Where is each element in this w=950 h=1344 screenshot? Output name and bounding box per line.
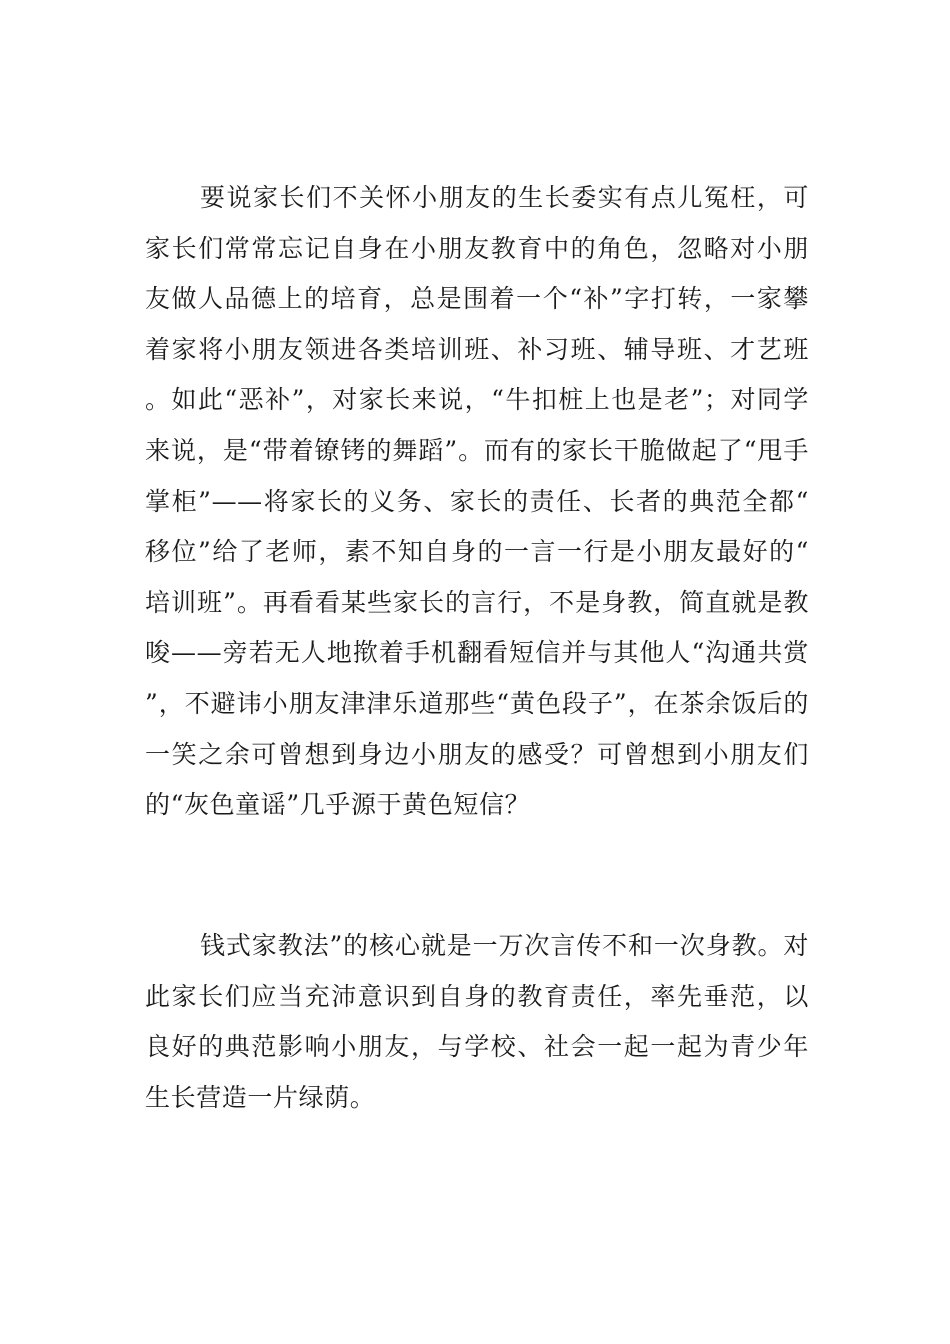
- paragraph-1: 要说家长们不关怀小朋友的生长委实有点儿冤枉，可家长们常常忘记自身在小朋友教育中的角色，忽略对小朋友做人品德上的培育，总是围着一个“补”字打转，一家攀着家将小朋友领进各类培训班、补习班、辅导班、才艺班。如此“恶补”，对家长来说，“牛扣桩上也是老”；对同学来说，是“带着镣铐的舞蹈”。而有的家长干脆做起了“甩手掌柜”——将家长的义务、家长的责任、长者的典范全都“移位”给了老师，素不知自身的一言一行是小朋友最好的“培训班”。再看看某些家长的言行，不是身教，简直就是教唆——旁若无人地揿着手机翻看短信并与其他人“沟通共赏”，不避讳小朋友津津乐道那些“黄色段子”，在茶余饭后的一笑之余可曾想到身边小朋友的感受？可曾想到小朋友们的“灰色童谣”几乎源于黄色短信？: [145, 183, 809, 820]
- paragraph-2: 钱式家教法”的核心就是一万次言传不和一次身教。对此家长们应当充沛意识到自身的教育责任，率先垂范，以良好的典范影响小朋友，与学校、社会一起一起为青少年生长营造一片绿荫。: [145, 931, 809, 1112]
